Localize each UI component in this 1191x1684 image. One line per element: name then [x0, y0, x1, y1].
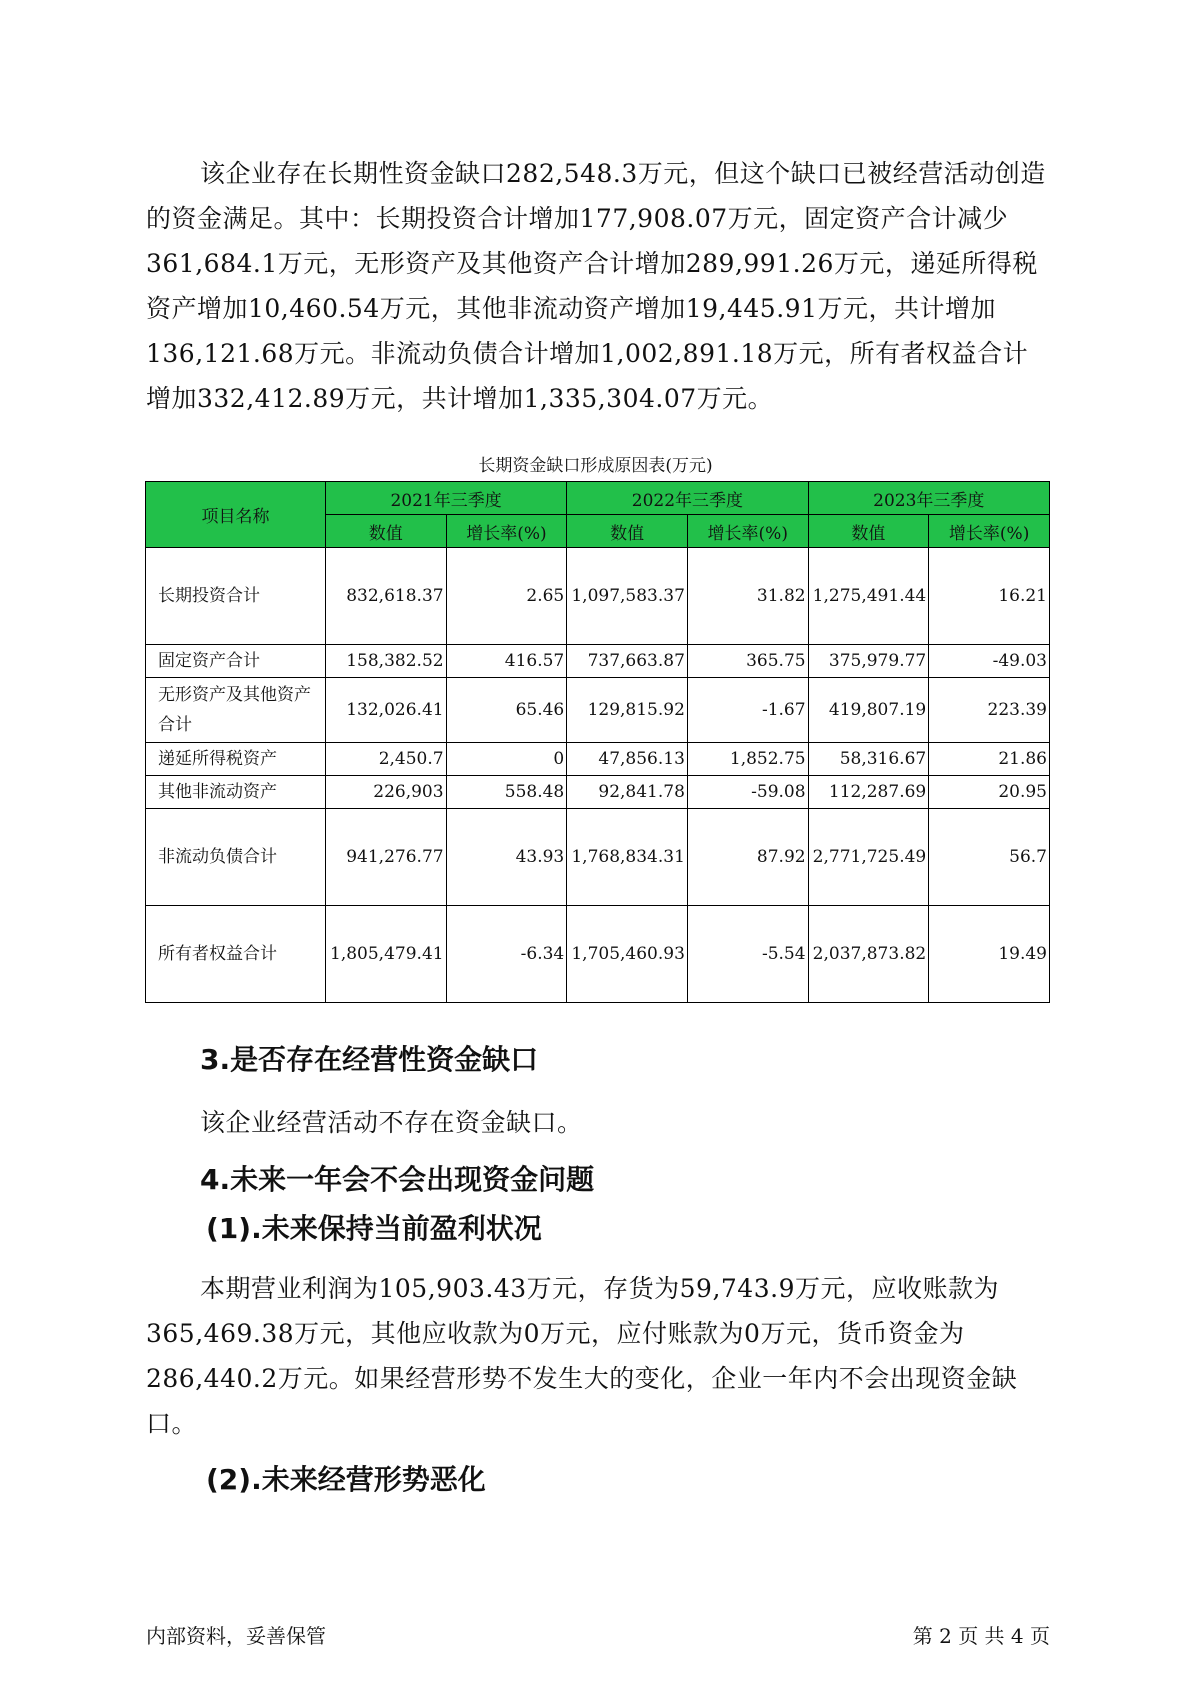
table-row [146, 776, 1050, 809]
footer-confidential-note: 内部资料，妥善保管 [146, 1624, 326, 1648]
cell-value: 941,276.77 [325, 809, 446, 906]
cell-value: 2,037,873.82 [808, 906, 929, 1003]
row-name: 递延所得税资产 [146, 743, 326, 776]
subsection-2-heading: (2).未来经营形势恶化 [206, 1463, 486, 1496]
cell-growth: 1,852.75 [687, 743, 808, 776]
section-3-heading: 3.是否存在经营性资金缺口 [200, 1043, 539, 1076]
cell-value: 737,663.87 [567, 645, 688, 678]
cell-growth: -6.34 [446, 906, 567, 1003]
cell-value: 1,768,834.31 [567, 809, 688, 906]
profit-text: 本期营业利润为105,903.43万元，存货为59,743.9万元，应收账款为365,469.38万元，其他应收款为0万元，应付账款为0万元，货币资金为286,440.2万元。如果经营形势不发生大的变化，企业一年内不会出现资金缺口。 [146, 1274, 1018, 1438]
cell-growth: 558.48 [446, 776, 567, 809]
row-name: 无形资产及其他资产合计 [146, 678, 326, 743]
row-name: 长期投资合计 [146, 548, 326, 645]
cell-value: 1,275,491.44 [808, 548, 929, 645]
cell-growth: -49.03 [929, 645, 1050, 678]
header-period-2021: 2021年三季度 [325, 482, 566, 515]
cell-value: 158,382.52 [325, 645, 446, 678]
cell-value: 419,807.19 [808, 678, 929, 743]
cell-value: 92,841.78 [567, 776, 688, 809]
cell-value: 132,026.41 [325, 678, 446, 743]
header-growth: 增长率(%) [687, 515, 808, 548]
cell-growth: 20.95 [929, 776, 1050, 809]
table-row [146, 548, 1050, 645]
cell-growth: 21.86 [929, 743, 1050, 776]
cell-growth: 416.57 [446, 645, 567, 678]
cell-value: 226,903 [325, 776, 446, 809]
cell-growth: 87.92 [687, 809, 808, 906]
cell-growth: 2.65 [446, 548, 567, 645]
header-period-2023: 2023年三季度 [808, 482, 1049, 515]
long-term-gap-table [145, 481, 1050, 1003]
table-row [146, 645, 1050, 678]
cell-growth: 223.39 [929, 678, 1050, 743]
cell-growth: 0 [446, 743, 567, 776]
cell-value: 2,450.7 [325, 743, 446, 776]
cell-growth: 365.75 [687, 645, 808, 678]
row-name: 固定资产合计 [146, 645, 326, 678]
intro-text: 该企业存在长期性资金缺口282,548.3万元，但这个缺口已被经营活动创造的资金满足。其中：长期投资合计增加177,908.07万元，固定资产合计减少361,684.1万元，无形资产及其他资产合计增加289,991.26万元，递延所得税资产增加10,460.54万元，其他非流动资产增加19,445.91万元，共计增加136,121.68万元。非流动负债合计增加1,002,891.18万元，所有者权益合计增加332,412.89万元，共计增加1,335,304.07万元。 [146, 159, 1046, 413]
header-growth: 增长率(%) [446, 515, 567, 548]
table-row [146, 906, 1050, 1003]
table-row [146, 743, 1050, 776]
table-row [146, 678, 1050, 743]
cell-growth: 31.82 [687, 548, 808, 645]
cell-growth: -1.67 [687, 678, 808, 743]
row-name: 所有者权益合计 [146, 906, 326, 1003]
cell-growth: 56.7 [929, 809, 1050, 906]
footer-page-number: 第 2 页 共 4 页 [912, 1624, 1050, 1648]
cell-growth: 19.49 [929, 906, 1050, 1003]
section-4-heading: 4.未来一年会不会出现资金问题 [200, 1163, 595, 1196]
section-3-text: 该企业经营活动不存在资金缺口。 [200, 1108, 583, 1137]
row-name: 非流动负债合计 [146, 809, 326, 906]
header-value: 数值 [567, 515, 688, 548]
cell-value: 375,979.77 [808, 645, 929, 678]
header-item-name: 项目名称 [146, 482, 326, 548]
cell-growth: -5.54 [687, 906, 808, 1003]
header-period-2022: 2022年三季度 [567, 482, 808, 515]
profit-paragraph [146, 1266, 1046, 1446]
cell-value: 832,618.37 [325, 548, 446, 645]
cell-value: 1,805,479.41 [325, 906, 446, 1003]
cell-growth: 65.46 [446, 678, 567, 743]
header-value: 数值 [325, 515, 446, 548]
header-value: 数值 [808, 515, 929, 548]
cell-value: 1,097,583.37 [567, 548, 688, 645]
cell-value: 129,815.92 [567, 678, 688, 743]
header-growth: 增长率(%) [929, 515, 1050, 548]
table-caption: 长期资金缺口形成原因表(万元) [478, 456, 713, 476]
cell-growth: -59.08 [687, 776, 808, 809]
cell-value: 2,771,725.49 [808, 809, 929, 906]
subsection-1-heading: (1).未来保持当前盈利状况 [206, 1212, 542, 1245]
cell-value: 58,316.67 [808, 743, 929, 776]
cell-value: 1,705,460.93 [567, 906, 688, 1003]
cell-value: 112,287.69 [808, 776, 929, 809]
cell-growth: 16.21 [929, 548, 1050, 645]
intro-paragraph [146, 151, 1046, 421]
row-name: 其他非流动资产 [146, 776, 326, 809]
cell-growth: 43.93 [446, 809, 567, 906]
table-row [146, 809, 1050, 906]
cell-value: 47,856.13 [567, 743, 688, 776]
